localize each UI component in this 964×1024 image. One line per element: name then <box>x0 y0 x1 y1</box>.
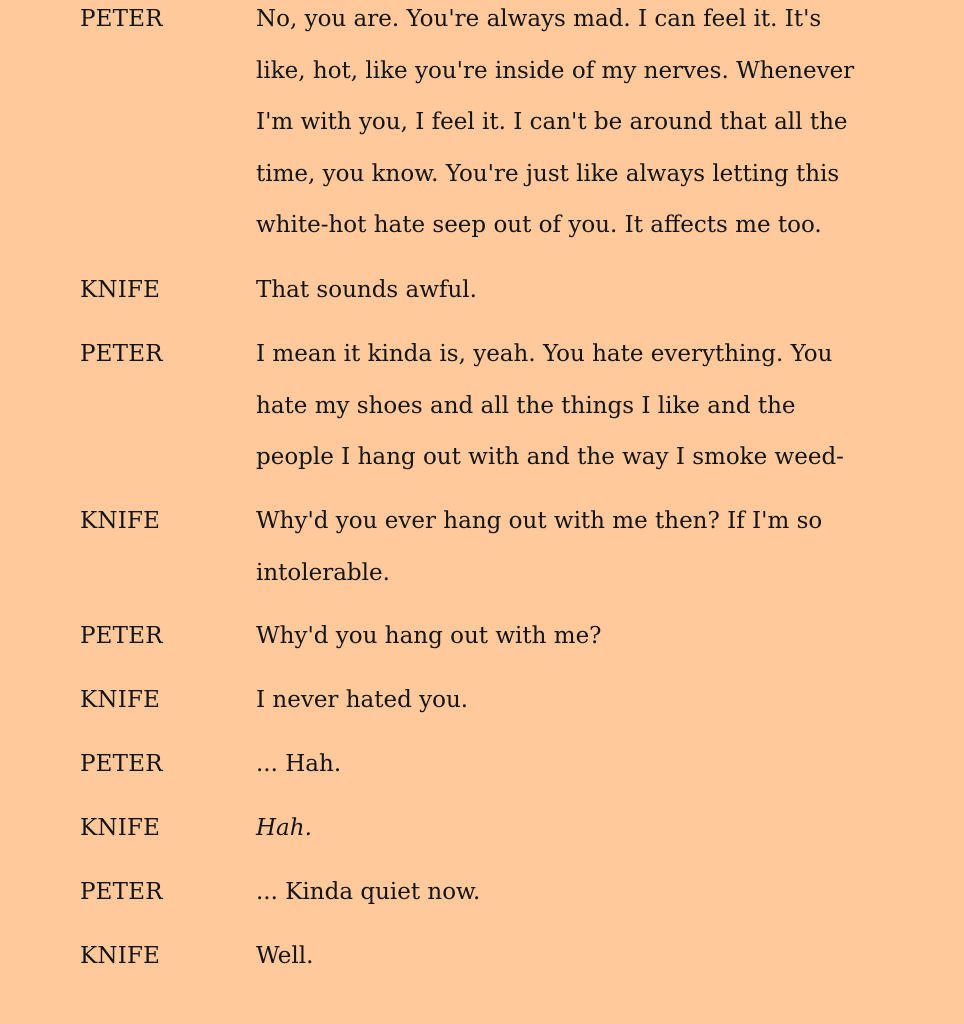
speaker-name: PETER <box>80 6 163 32</box>
dialogue-text: Why'd you hang out with me? <box>256 623 602 649</box>
speaker-name: KNIFE <box>80 815 161 841</box>
dialogue-text: That sounds awful. <box>256 277 477 303</box>
dialogue-text: ... Hah. <box>256 751 342 777</box>
speaker-name: KNIFE <box>80 687 161 713</box>
speaker-name: KNIFE <box>80 508 161 534</box>
speaker-name: KNIFE <box>80 277 161 303</box>
speaker-name: PETER <box>80 751 163 777</box>
dialogue-text: No, you are. You're always mad. I can feel it. It's like, hot, like you're inside of my nerves. Whenever I'm with you, I feel it. I can't be around that all the time, you know. You're just like always letting this white-hot hate seep out of you. It affects me too. <box>256 6 855 238</box>
dialogue-text: Hah. <box>256 815 312 841</box>
speaker-name: PETER <box>80 341 163 367</box>
dialogue-text: I never hated you. <box>256 687 469 713</box>
speaker-name: KNIFE <box>80 943 161 969</box>
speaker-name: PETER <box>80 879 163 905</box>
speaker-name: PETER <box>80 623 163 649</box>
dialogue-text: ... Kinda quiet now. <box>256 879 481 905</box>
dialogue-text: I mean it kinda is, yeah. You hate everything. You hate my shoes and all the things I like and the people I hang out with and the way I smoke weed- <box>256 341 844 470</box>
dialogue-text: Why'd you ever hang out with me then? If I'm so intolerable. <box>256 508 823 586</box>
dialogue-text: Well. <box>256 943 314 969</box>
